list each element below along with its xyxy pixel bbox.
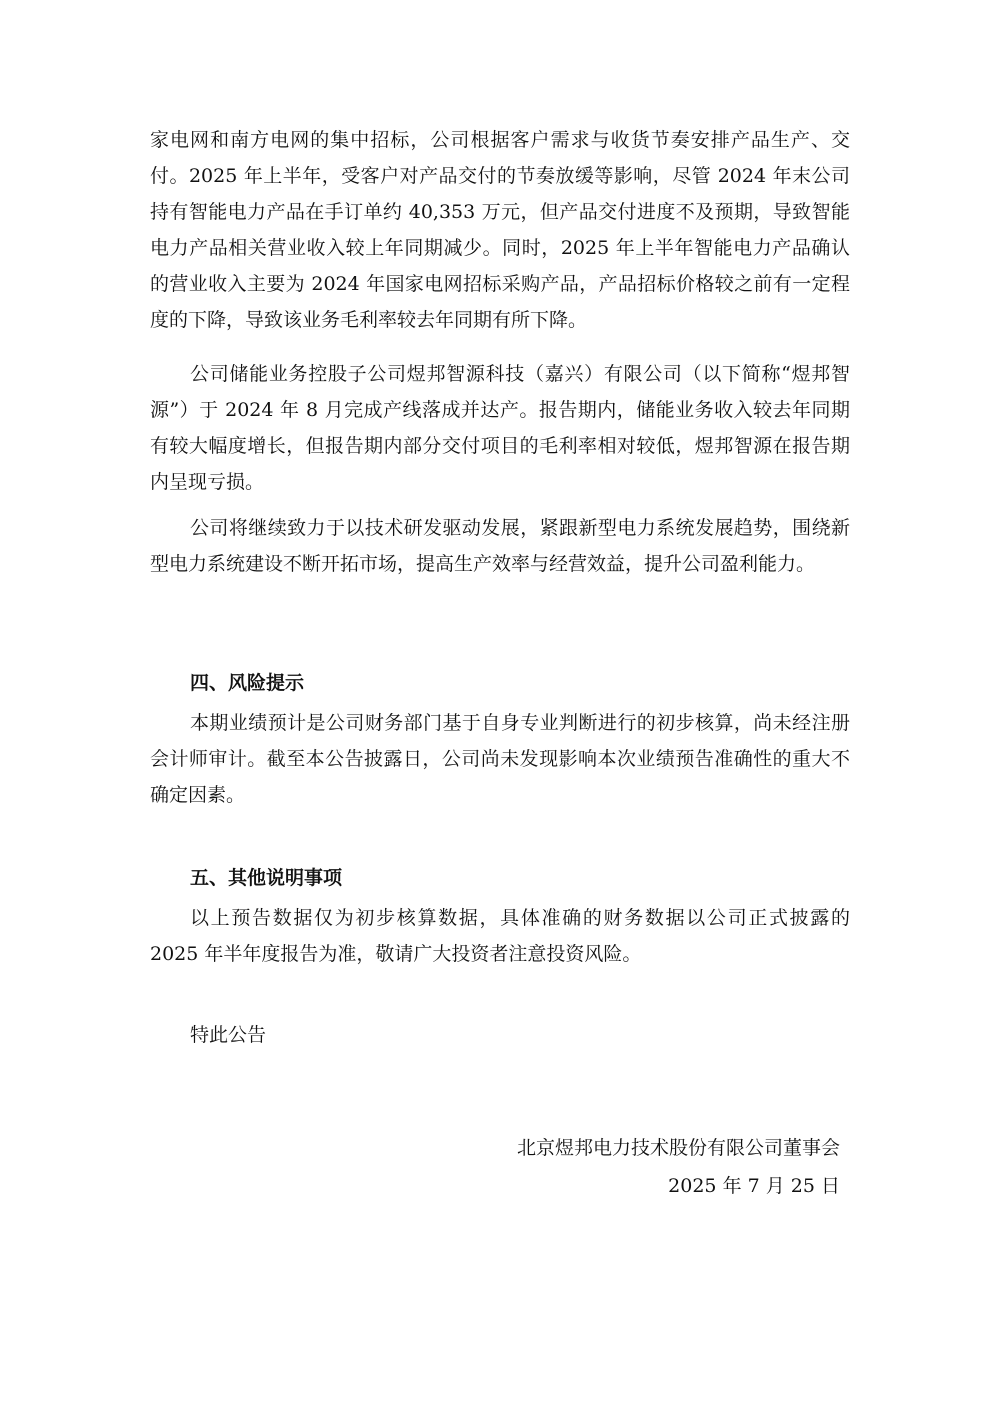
paragraph-risk: 本期业绩预计是公司财务部门基于自身专业判断进行的初步核算，尚未经注册会计师审计。截至本公告披露日，公司尚未发现影响本次业绩预告准确性的重大不确定因素。	[150, 712, 850, 806]
signature-date: 2025 年 7 月 25 日	[668, 1175, 840, 1197]
paragraph-other: 以上预告数据仅为初步核算数据，具体准确的财务数据以公司正式披露的 2025 年半年度报告为准，敬请广大投资者注意投资风险。	[150, 907, 850, 965]
section-heading-risk: 四、风险提示	[190, 672, 305, 694]
paragraph-intelligent-power: 家电网和南方电网的集中招标，公司根据客户需求与收货节奏安排产品生产、交付。2025 年上半年，受客户对产品交付的节奏放缓等影响，尽管 2024 年末公司持有智能电力产品在手订单约 40,353 万元，但产品交付进度不及预期，导致智能电力产品相关营业收入较上年同期减少。同时，2025 年上半年智能电力产品确认的营业收入主要为 2024 年国家电网招标采购产品，产品招标价格较之前有一定程度的下降，导致该业务毛利率较去年同期有所下降。	[150, 129, 850, 331]
paragraph-outlook: 公司将继续致力于以技术研发驱动发展，紧跟新型电力系统发展趋势，围绕新型电力系统建设不断开拓市场，提高生产效率与经营效益，提升公司盈利能力。	[150, 517, 850, 575]
signature-company: 北京煜邦电力技术股份有限公司董事会	[516, 1137, 840, 1159]
section-heading-other: 五、其他说明事项	[190, 867, 343, 889]
paragraph-energy-storage: 公司储能业务控股子公司煜邦智源科技（嘉兴）有限公司（以下简称“煜邦智源”）于 2024 年 8 月完成产线落成并达产。报告期内，储能业务收入较去年同期有较大幅度增长，但报告期内部分交付项目的毛利率相对较低，煜邦智源在报告期内呈现亏损。	[150, 363, 850, 493]
closing-statement: 特此公告	[190, 1024, 267, 1046]
